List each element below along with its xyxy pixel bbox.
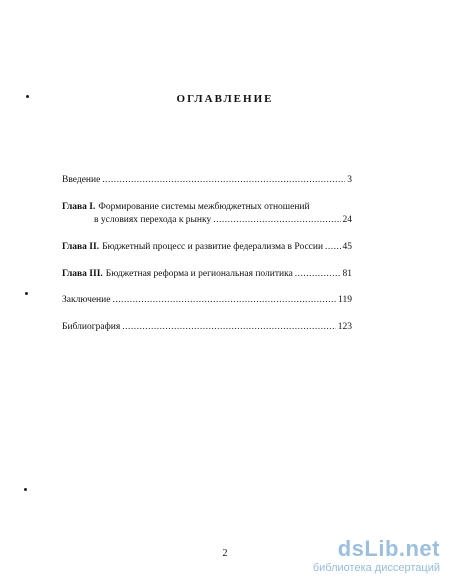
toc-entry-conclusion[interactable] [62,293,352,307]
watermark-logo [250,536,440,576]
toc-entry-label: в условиях перехода к рынку [94,215,212,225]
toc-leader [122,320,336,334]
toc-chapter-prefix: Глава I. [62,202,96,212]
margin-dot [24,488,27,491]
toc-leader [213,213,340,227]
toc-entry-bibliography[interactable] [62,320,352,334]
toc-entry-chapter-1-continued[interactable] [94,213,352,227]
toc-leader [102,173,345,187]
toc-title: ОГЛАВЛЕНИЕ [176,93,274,105]
page-number: 2 [222,548,228,559]
toc-page-number: 81 [342,269,352,279]
toc-chapter-prefix: Глава II. [62,242,100,252]
toc-entry-chapter-1[interactable] [62,200,352,214]
toc-entry-label: Формирование системы межбюджетных отношений [98,202,310,212]
toc-leader [112,293,336,307]
toc-entry-label: Библиография [62,322,121,332]
toc-entry-label: Введение [62,175,101,185]
toc-leader [295,267,341,281]
toc-page-number: 24 [342,215,352,225]
watermark-subtitle: библиотека диссертаций [312,562,440,574]
watermark-brand: dsLib.net [337,536,440,561]
toc-page-number: 45 [342,242,352,252]
toc-entry-label: Бюджетная реформа и региональная политика [105,269,293,279]
toc-page-number: 119 [338,295,352,305]
toc-leader [325,240,340,254]
toc-page-number: 123 [337,322,352,332]
toc-entry-chapter-2[interactable] [62,240,352,254]
toc-chapter-prefix: Глава III. [62,269,103,279]
toc-entry-label: Бюджетный процесс и развитие федерализма в России [102,242,324,252]
toc-entry-intro[interactable] [62,173,352,187]
margin-dot [25,292,28,295]
toc-entry-chapter-3[interactable] [62,267,352,281]
toc-entry-label: Заключение [62,295,111,305]
toc-page-number: 3 [347,175,352,185]
